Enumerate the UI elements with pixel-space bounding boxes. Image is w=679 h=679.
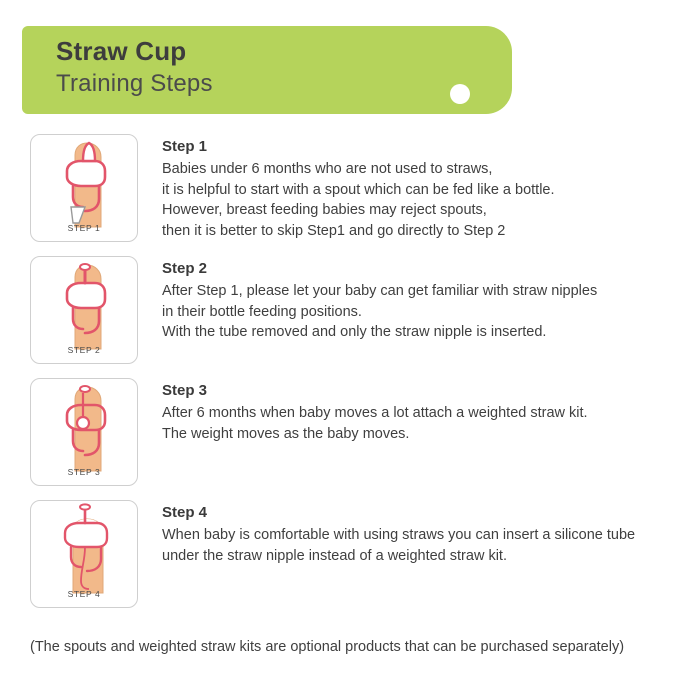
step-3-illustration bbox=[30, 378, 138, 486]
step-title: Step 1 bbox=[162, 138, 208, 155]
step-line: then it is better to skip Step1 and go directly to Step 2 bbox=[162, 222, 506, 239]
step-title: Step 2 bbox=[162, 260, 208, 277]
step-text bbox=[138, 134, 662, 241]
step-thumb-label: STEP 4 bbox=[67, 589, 101, 599]
step-row bbox=[22, 500, 662, 608]
step-line: under the straw nipple instead of a weighted straw kit. bbox=[162, 547, 507, 564]
page-subtitle: Training Steps bbox=[56, 70, 213, 97]
steps-list bbox=[22, 134, 662, 622]
step-row bbox=[22, 134, 662, 242]
step-line: However, breast feeding babies may reject spouts, bbox=[162, 202, 487, 219]
step-line: in their bottle feeding positions. bbox=[162, 303, 362, 320]
step-title: Step 3 bbox=[162, 382, 208, 399]
step-line: After Step 1, please let your baby can get familiar with straw nipples bbox=[162, 283, 598, 299]
step-line: The weight moves as the baby moves. bbox=[162, 425, 410, 442]
header-banner bbox=[22, 26, 512, 114]
step-thumb-label: STEP 3 bbox=[67, 467, 101, 477]
step-title: Step 4 bbox=[162, 504, 208, 521]
step-row bbox=[22, 378, 662, 486]
step-2-illustration bbox=[30, 256, 138, 364]
step-text bbox=[138, 378, 662, 444]
step-line: After 6 months when baby moves a lot attach a weighted straw kit. bbox=[162, 405, 588, 421]
step-thumb-label: STEP 2 bbox=[67, 345, 101, 355]
step-4-illustration bbox=[30, 500, 138, 608]
step-line: With the tube removed and only the straw nipple is inserted. bbox=[162, 324, 547, 341]
step-row bbox=[22, 256, 662, 364]
step-line: Babies under 6 months who are not used to straws, bbox=[162, 161, 493, 177]
step-line: When baby is comfortable with using straws you can insert a silicone tube bbox=[162, 527, 636, 543]
step-thumb-label: STEP 1 bbox=[67, 223, 101, 233]
step-text bbox=[138, 256, 662, 343]
page-title: Straw Cup bbox=[56, 36, 187, 66]
footnote: (The spouts and weighted straw kits are optional products that can be purchased separately) bbox=[30, 639, 625, 655]
step-line: it is helpful to start with a spout which can be fed like a bottle. bbox=[162, 181, 555, 198]
step-1-illustration bbox=[30, 134, 138, 242]
step-text bbox=[138, 500, 662, 566]
white-circle-icon bbox=[450, 84, 470, 104]
